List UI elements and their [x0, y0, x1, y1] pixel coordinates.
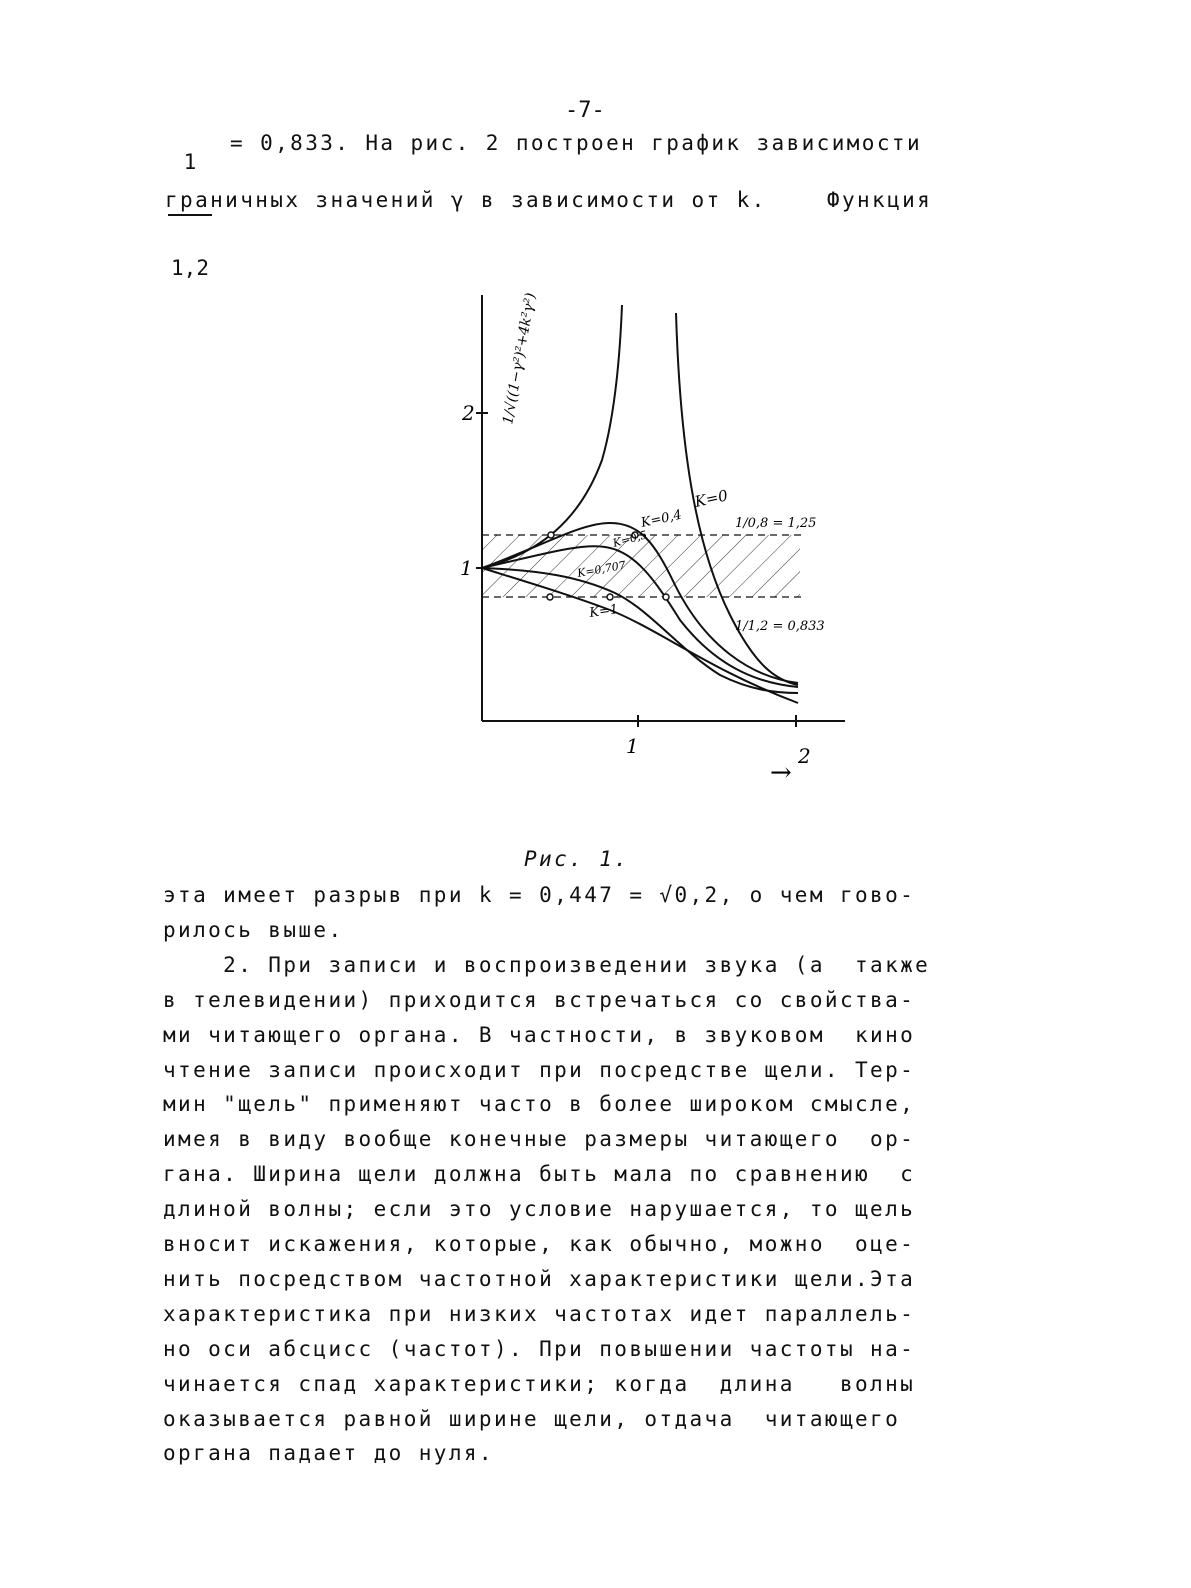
fraction-denominator: 1,2	[171, 256, 209, 280]
opening-line-2: граничных значений γ в зависимости от k. Функция	[165, 188, 933, 212]
curve-k-0-left	[482, 305, 622, 568]
body-line: эта имеет разрыв при k = 0,447 = √0,2, о чем гово-	[163, 883, 916, 907]
upper-bound-label: 1/0,8 = 1,25	[735, 516, 817, 531]
body-line: 2. При записи и воспроизведении звука (а также	[163, 952, 931, 977]
body-line: в телевидении) приходится встречаться со свойства-	[163, 987, 916, 1012]
body-line: ми читающего органа. В частности, в звуковом кино	[163, 1022, 916, 1047]
body-line: нить посредством частотной характеристики щели.Эта	[163, 1266, 916, 1291]
body-line: рилось выше.	[163, 917, 344, 942]
curve-label-k-0: K=0	[693, 486, 730, 511]
body-line: мин "щель" применяют часто в более широком смысле,	[163, 1092, 916, 1117]
x-tick-1-label: 1	[626, 734, 639, 758]
body-line: органа падает до нуля.	[163, 1441, 494, 1466]
body-line: гана. Ширина щели должна быть мала по сравнению с	[163, 1162, 916, 1187]
curve-label-k-0-5: K=0,5	[611, 528, 649, 550]
figure-caption: Рис. 1.	[524, 847, 630, 871]
frequency-response-figure	[430, 285, 860, 805]
body-line: чтение записи происходит при посредстве щели. Тер-	[163, 1057, 916, 1082]
marker	[663, 594, 669, 600]
lower-bound-label: 1/1,2 = 0,833	[735, 619, 825, 634]
body-line: но оси абсцисс (частот). При повышении частоты на-	[163, 1336, 916, 1361]
body-line: вносит искажения, которые, как обычно, можно оце-	[163, 1232, 916, 1256]
curve-label-k-1: K=1	[588, 602, 620, 621]
body-line: длиной волны; если это условие нарушается, то щель	[163, 1197, 916, 1222]
marker	[607, 594, 613, 600]
y-tick-1-label: 1	[460, 556, 473, 580]
x-axis-arrow: →	[770, 758, 792, 788]
body-line: чинается спад характеристики; когда длина волны	[163, 1371, 916, 1396]
curve-label-k-0-4: K=0,4	[639, 507, 684, 531]
curve-label-k-0-707: K=0,707	[576, 558, 627, 580]
marker	[548, 532, 554, 538]
body-line: оказывается равной ширине щели, отдача читающего	[163, 1406, 901, 1431]
body-line: характеристика при низких частотах идет параллель-	[163, 1301, 916, 1326]
body-line: имея в виду вообще конечные размеры читающего ор-	[163, 1127, 916, 1152]
fraction-numerator: 1	[183, 150, 197, 174]
page-number: -7-	[565, 98, 605, 123]
fraction-bar	[168, 214, 212, 216]
y-axis-label: 1/√((1−γ²)²+4k²γ²)	[500, 291, 540, 426]
opening-line-1: = 0,833. На рис. 2 построен график зависимости	[230, 131, 922, 155]
marker	[547, 594, 553, 600]
y-tick-2-label: 2	[462, 401, 475, 425]
x-tick-2-label: 2	[798, 744, 811, 768]
